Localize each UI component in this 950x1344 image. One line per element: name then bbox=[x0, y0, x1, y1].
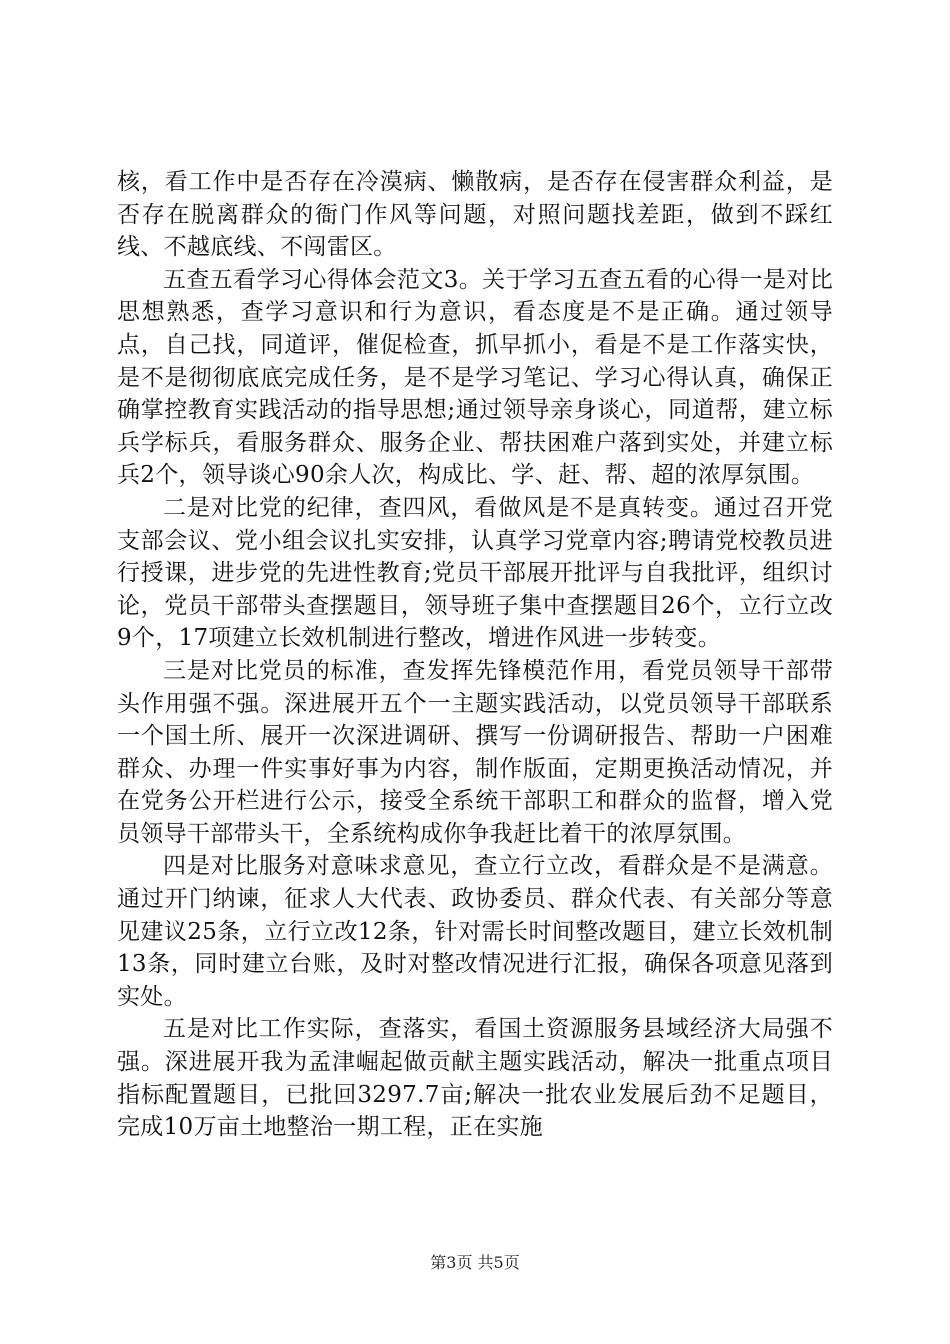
page-number-footer: 第3页 共5页 bbox=[430, 1253, 520, 1272]
paragraph-3: 二是对比党的纪律，查四风，看做风是不是真转变。通过召开党支部会议、党小组会议扎实安排，认真学习党章内容;聘请党校教员进行授课，进步党的先进性教育;党员干部展开批评与自我批评，组织讨论，党员干部带头查摆题目，领导班子集中查摆题目26个，立行立改9个，17项建立长效机制进行整改，增进作风进一步转变。 bbox=[117, 494, 833, 652]
paragraph-6: 五是对比工作实际，查落实，看国土资源服务县域经济大局强不强。深进展开我为孟津崛起做贡献主题实践活动，解决一批重点项目指标配置题目，已批回3297.7亩;解决一批农业发展后劲不足题目，完成10万亩土地整治一期工程，正在实施 bbox=[117, 1016, 833, 1141]
paragraph-1: 核，看工作中是否存在冷漠病、懒散病，是否存在侵害群众利益，是否存在脱离群众的衙门作风等问题，对照问题找差距，做到不踩红线、不越底线、不闯雷区。 bbox=[117, 169, 833, 261]
paragraph-5: 四是对比服务对意味求意见，查立行立改，看群众是不是满意。通过开门纳谏，征求人大代表、政协委员、群众代表、有关部分等意见建议25条，立行立改12条，针对需长时间整改题目，建立长效机制13条，同时建立台账，及时对整改情况进行汇报，确保各项意见落到实处。 bbox=[117, 853, 833, 1010]
document-body bbox=[117, 166, 833, 1144]
paragraph-4: 三是对比党员的标准，查发挥先锋模范作用，看党员领导干部带头作用强不强。深进展开五个一主题实践活动，以党员领导干部联系一个国土所、展开一次深进调研、撰写一份调研报告、帮助一户困难群众、办理一件实事好事为内容，制作版面，定期更换活动情况，并在党务公开栏进行公示，接受全系统干部职工和群众的监督，增入党员领导干部带头干，全系统构成你争我赶比着干的浓厚氛围。 bbox=[117, 657, 833, 847]
paragraph-2: 五查五看学习心得体会范文3。关于学习五查五看的心得一是对比思想熟悉，查学习意识和行为意识，看态度是不是正确。通过领导点，自己找，同道评，催促检查，抓早抓小，看是不是工作落实快，是不是彻彻底底完成任务，是不是学习笔记、学习心得认真，确保正确掌控教育实践活动的指导思想;通过领导亲身谈心，同道帮，建立标兵学标兵，看服务群众、服务企业、帮扶困难户落到实处，并建立标兵2个，领导谈心90余人次，构成比、学、赶、帮、超的浓厚氛围。 bbox=[117, 266, 833, 489]
